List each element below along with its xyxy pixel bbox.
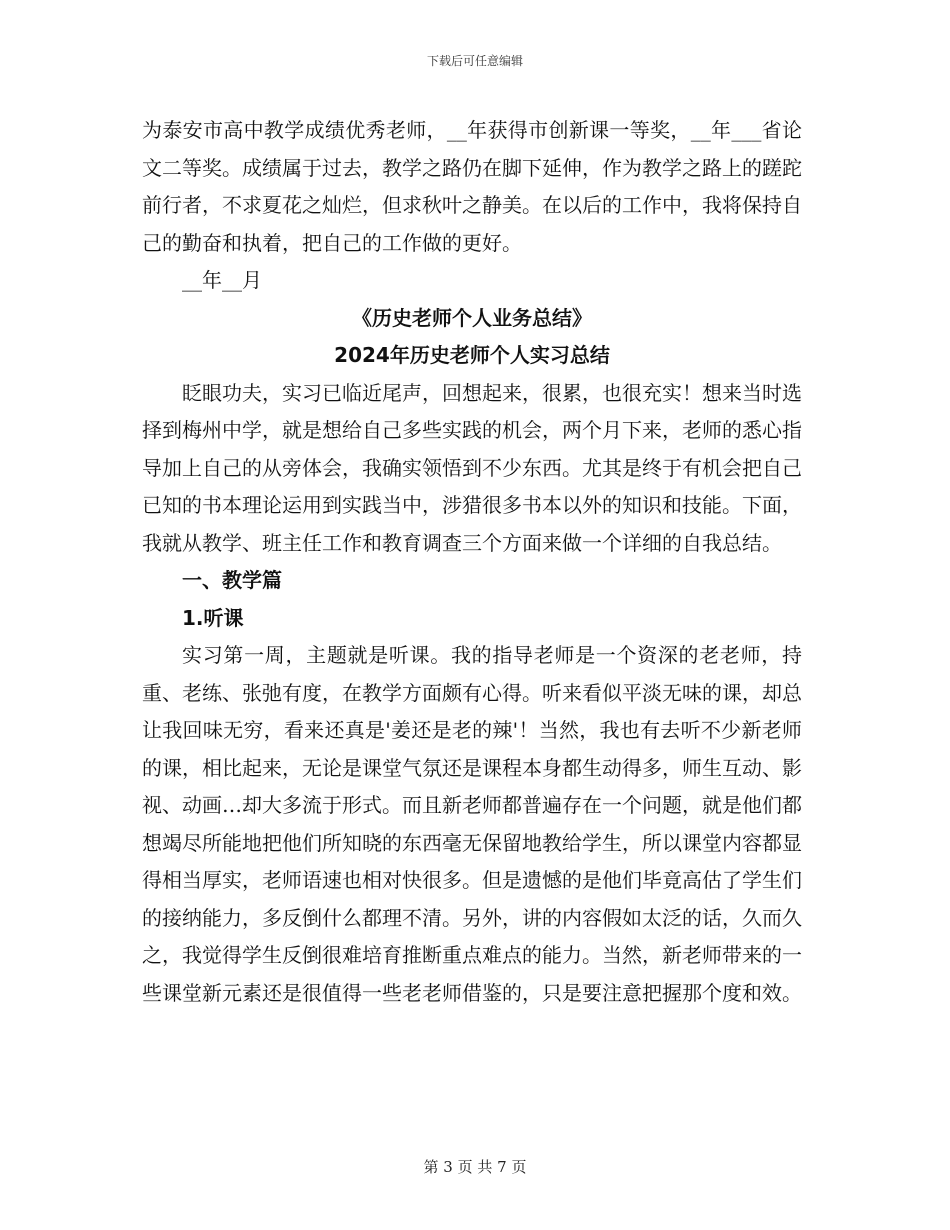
document-title: 《历史老师个人业务总结》 <box>352 305 592 330</box>
document-body <box>142 112 802 1012</box>
page-header: 下载后可任意编辑 <box>426 54 523 68</box>
page-number: 第 3 页 共 7 页 <box>423 1158 527 1176</box>
date-line: __年__月 <box>182 268 262 292</box>
document-subtitle: 2024年历史老师个人实习总结 <box>334 343 610 367</box>
intro-paragraph: 眨眼功夫，实习已临近尾声，回想起来，很累，也很充实！想来当时选择到梅州中学，就是想给自己多些实践的机会，两个月下来，老师的悉心指导加上自己的从旁体会，我确实领悟到不少东西。尤其是终于有机会把自己已知的书本理论运用到实践当中，涉猎很多书本以外的知识和技能。下面，我就从教学、班主任工作和教育调查三个方面来做一个详细的自我总结。 <box>142 380 802 555</box>
body-paragraph: 实习第一周，主题就是听课。我的指导老师是一个资深的老老师，持重、老练、张弛有度，在教学方面颇有心得。听来看似平淡无味的课，却总让我回味无穷，看来还真是'姜还是老的辣'！当然，我也有去听不少新老师的课，相比起来，无论是课堂气氛还是课程本身都生动得多，师生互动、影视、动画…却大多流于形式。而且新老师都普遍存在一个问题，就是他们都想竭尽所能地把他们所知晓的东西毫无保留地教给学生，所以课堂内容都显得相当厚实，老师语速也相对快很多。但是遗憾的是他们毕竟高估了学生们的接纳能力，多反倒什么都理不清。另外，讲的内容假如太泛的话，久而久之，我觉得学生反倒很难培育推断重点难点的能力。当然，新老师带来的一些课堂新元素还是很值得一些老老师借鉴的，只是要注意把握那个度和效。 <box>142 643 802 1005</box>
section-heading: 一、教学篇 <box>182 568 282 592</box>
continued-paragraph: 为泰安市高中教学成绩优秀老师，__年获得市创新课一等奖，__年___省论文二等奖。成绩属于过去，教学之路仍在脚下延伸，作为教学之路上的蹉跎前行者，不求夏花之灿烂，但求秋叶之静美。在以后的工作中，我将保持自己的勤奋和执着，把自己的工作做的更好。 <box>142 118 802 255</box>
subsection-heading: 1.听课 <box>182 605 244 630</box>
